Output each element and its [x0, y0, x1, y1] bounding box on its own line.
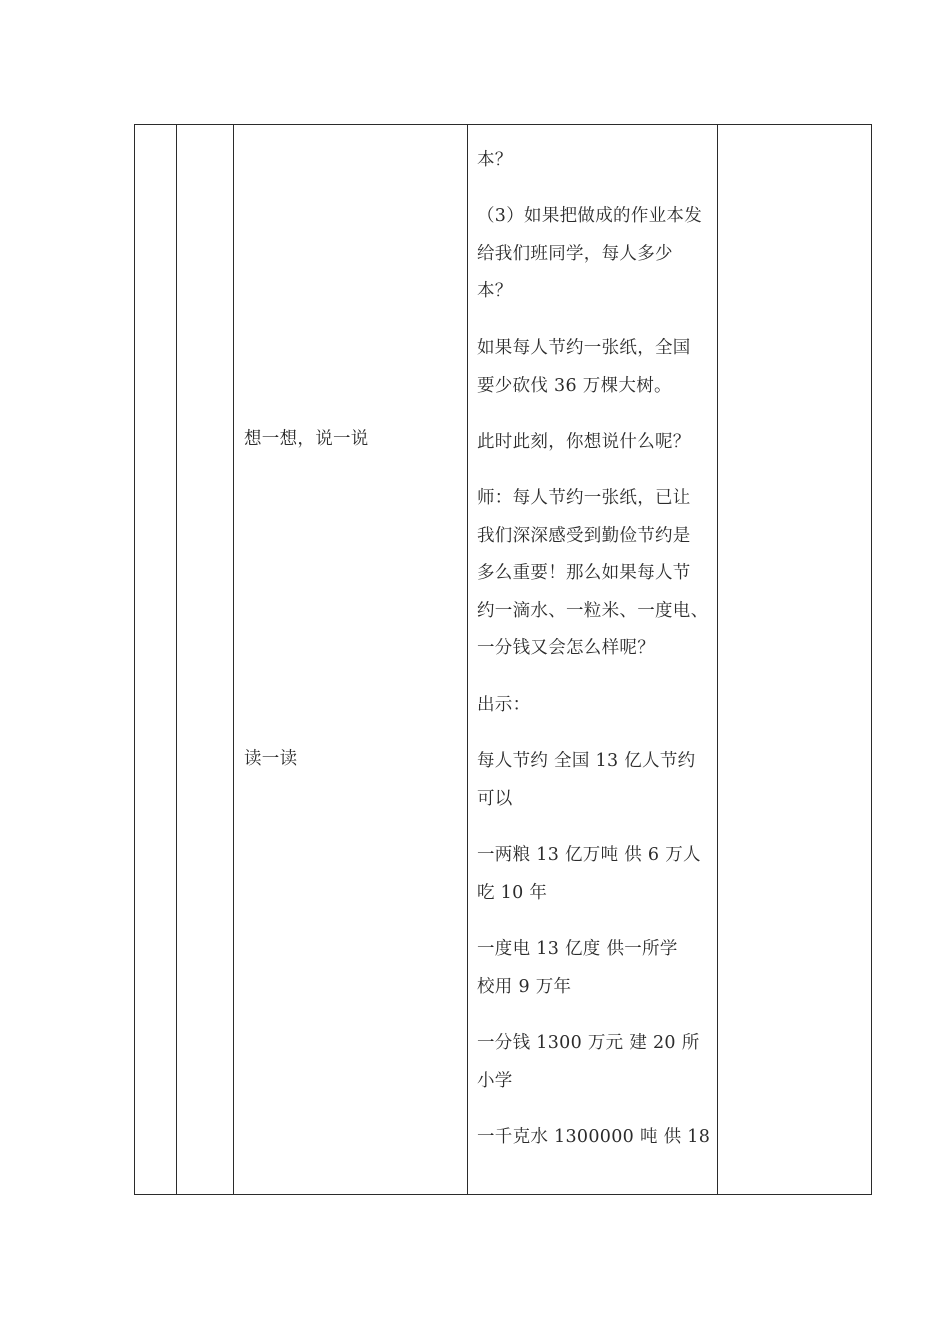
line: 吃 10 年	[477, 882, 548, 903]
column-divider-1	[176, 125, 177, 1194]
line: 如果每人节约一张纸，全国	[477, 338, 691, 358]
paragraph	[477, 480, 713, 668]
line: 一度电 13 亿度 供一所学	[477, 939, 678, 959]
paragraph	[477, 743, 713, 818]
paragraph	[477, 687, 713, 725]
line: （3）如果把做成的作业本发	[477, 206, 703, 226]
line: 一分钱又会怎么样呢？	[477, 638, 655, 658]
line: 校用 9 万年	[477, 976, 572, 997]
column-divider-2	[233, 125, 234, 1194]
activity-think-and-say: 想一想，说一说	[244, 429, 369, 449]
line: 此时此刻，你想说什么呢？	[477, 432, 691, 452]
line: 约一滴水、一粒米、一度电、	[477, 600, 709, 621]
paragraph	[477, 424, 713, 462]
line: 多么重要！那么如果每人节	[477, 563, 691, 583]
line: 本？	[477, 150, 513, 170]
column-divider-4	[717, 125, 718, 1194]
line: 出示：	[477, 695, 531, 715]
line: 要少砍伐 36 万棵大树。	[477, 375, 672, 396]
lesson-table	[134, 124, 872, 1195]
activity-read: 读一读	[244, 749, 298, 769]
line: 一分钱 1300 万元 建 20 所	[477, 1033, 700, 1053]
paragraph	[477, 837, 713, 912]
line: 一千克水 1300000 吨 供 18	[477, 1127, 711, 1147]
line: 给我们班同学，每人多少	[477, 243, 673, 264]
paragraph	[477, 931, 713, 1006]
line: 师：每人节约一张纸，已让	[477, 488, 691, 508]
line: 小学	[477, 1070, 513, 1091]
paragraph	[477, 1119, 713, 1157]
paragraph	[477, 330, 713, 405]
paragraph	[477, 1025, 713, 1100]
column-divider-3	[467, 125, 468, 1194]
line: 我们深深感受到勤俭节约是	[477, 525, 691, 546]
line: 一两粮 13 亿万吨 供 6 万人	[477, 845, 701, 865]
line: 每人节约 全国 13 亿人节约	[477, 751, 696, 771]
line: 可以	[477, 788, 513, 809]
paragraph	[477, 142, 713, 180]
line: 本？	[477, 281, 513, 301]
paragraph	[477, 198, 713, 311]
